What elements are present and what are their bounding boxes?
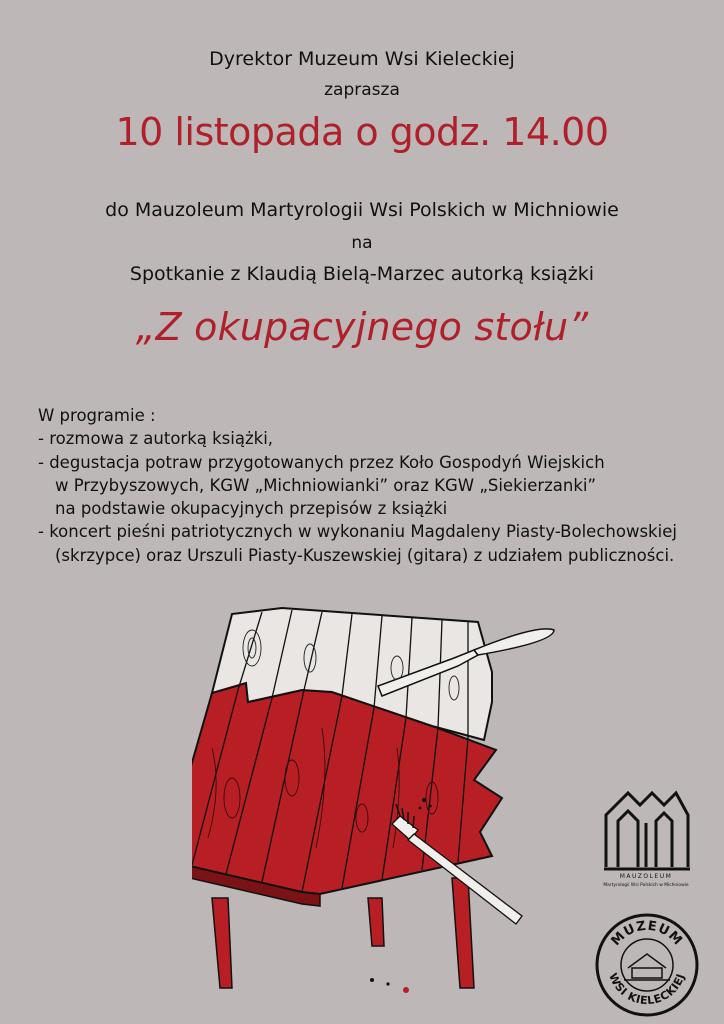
invites-line: zaprasza [324, 80, 400, 100]
museum-seal-bottom-text: WSI KIELECKIEJ [606, 971, 688, 1008]
program-section [38, 404, 677, 567]
table-illustration [192, 598, 562, 1018]
program-item: - koncert pieśni patriotycznych w wykonaniu Magdaleny Piasty-Bolechowskiej [38, 522, 677, 542]
mausoleum-logo-name: MAUZOLEUM [619, 873, 673, 880]
mausoleum-logo [600, 785, 692, 893]
connector-line: na [351, 233, 373, 253]
venue-line: do Mauzoleum Martyrologii Wsi Polskich w Michniowie [105, 199, 619, 221]
program-item-continued: (skrzypce) oraz Urszuli Piasty-Kuszewskiej (gitara) z udziałem publiczności. [55, 545, 675, 565]
mausoleum-logo-subtitle: Martyrologii Wsi Polskich w Michniowie [603, 883, 689, 888]
organizer-line: Dyrektor Muzeum Wsi Kieleckiej [209, 48, 515, 70]
program-item: - rozmowa z autorką książki, [38, 429, 274, 449]
museum-seal-top-text: MUZEUM [608, 918, 686, 949]
program-item: - degustacja potraw przygotowanych przez Koło Gospodyń Wiejskich [38, 452, 605, 472]
book-title: „Z okupacyjnego stołu” [135, 305, 589, 349]
svg-text:WSI KIELECKIEJ [606, 971, 687, 1007]
museum-seal-logo [594, 912, 700, 1018]
meeting-line: Spotkanie z Klaudią Bielą-Marzec autorką książki [129, 263, 595, 285]
event-date: 10 listopada o godz. 14.00 [115, 110, 609, 154]
program-item-continued: na podstawie okupacyjnych przepisów z książki [55, 499, 448, 519]
program-item-continued: w Przybyszowych, KGW „Michniowianki” oraz KGW „Siekierzanki” [55, 475, 597, 495]
program-heading: W programie : [38, 406, 156, 425]
